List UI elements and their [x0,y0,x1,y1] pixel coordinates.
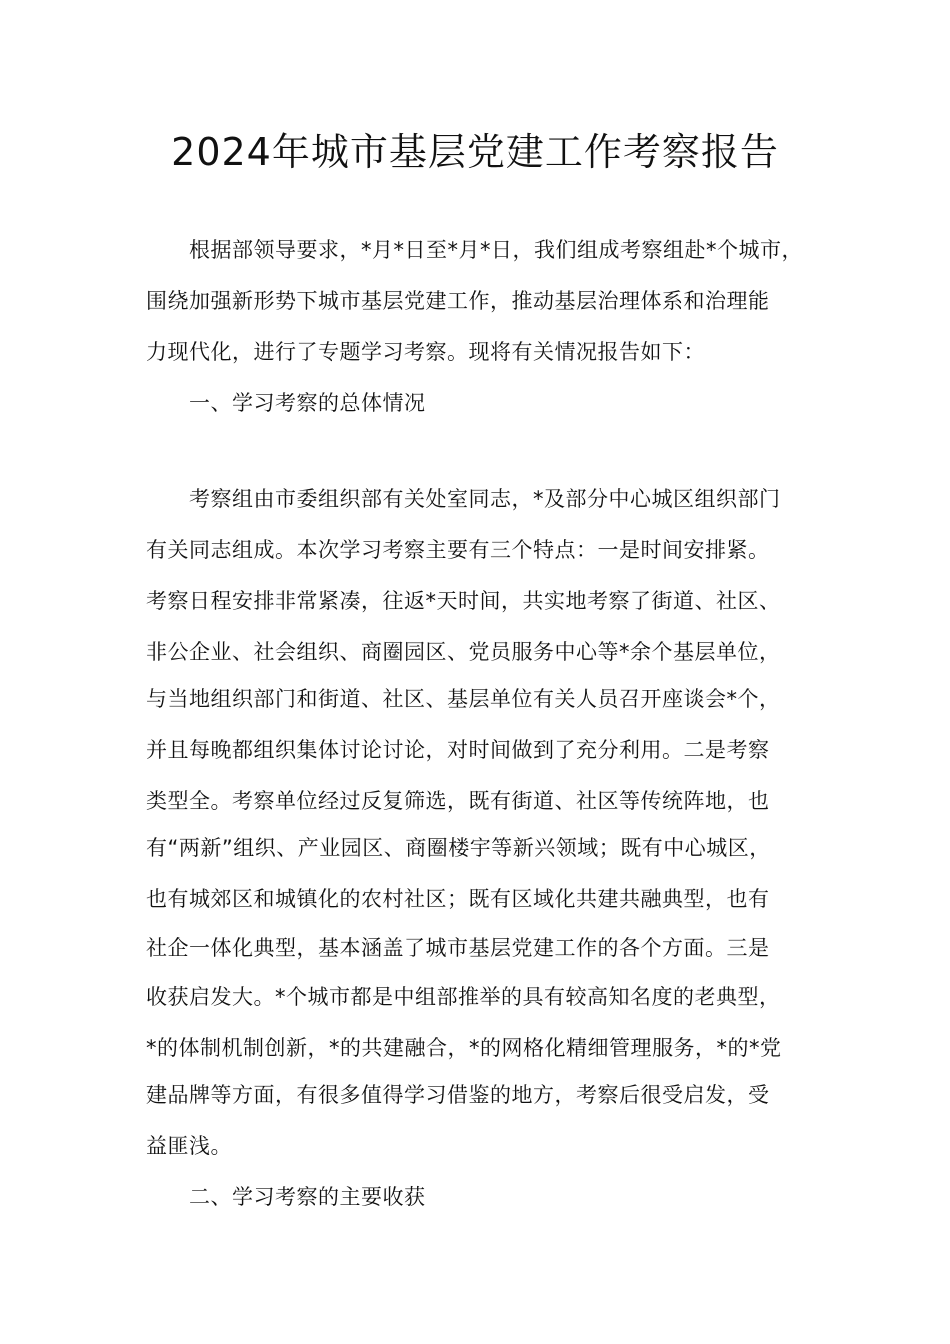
section1-line: *的体制机制创新，*的共建融合，*的网格化精细管理服务，*的*党 [146,1036,782,1060]
section1-line: 并且每晚都组织集体讨论讨论，对时间做到了充分利用。二是考察 [146,738,770,762]
section1-line: 类型全。考察单位经过反复筛选，既有街道、社区等传统阵地，也 [146,789,770,813]
document-title: 2024年城市基层党建工作考察报告 [171,130,779,174]
section1-line: 与当地组织部门和街道、社区、基层单位有关人员召开座谈会*个， [146,687,781,711]
section1-line: 考察日程安排非常紧凑，往返*天时间，共实地考察了街道、社区、 [146,589,781,613]
section1-line: 非公企业、社会组织、商圈园区、党员服务中心等*余个基层单位， [146,640,781,664]
section1-line: 也有城郊区和城镇化的农村社区；既有区域化共建共融典型，也有 [146,887,770,911]
section1-line: 有“两新”组织、产业园区、商圈楼宇等新兴领域；既有中心城区， [146,836,771,860]
section1-line: 社企一体化典型，基本涵盖了城市基层党建工作的各个方面。三是 [146,936,770,960]
section1-line: 建品牌等方面，有很多值得学习借鉴的地方，考察后很受启发，受 [146,1083,770,1107]
section1-line: 收获启发大。*个城市都是中组部推举的具有较高知名度的老典型， [146,985,781,1009]
intro-line: 根据部领导要求，*月*日至*月*日，我们组成考察组赴*个城市， [189,238,803,262]
section-heading-1: 一、学习考察的总体情况 [189,391,426,415]
section1-line: 考察组由市委组织部有关处室同志，*及部分中心城区组织部门 [189,487,781,511]
section1-line: 有关同志组成。本次学习考察主要有三个特点：一是时间安排紧。 [146,538,770,562]
intro-line: 力现代化，进行了专题学习考察。现将有关情况报告如下： [146,340,705,364]
intro-line: 围绕加强新形势下城市基层党建工作，推动基层治理体系和治理能 [146,289,770,313]
section-heading-2: 二、学习考察的主要收获 [189,1185,426,1209]
section1-line: 益匪浅。 [146,1134,232,1158]
